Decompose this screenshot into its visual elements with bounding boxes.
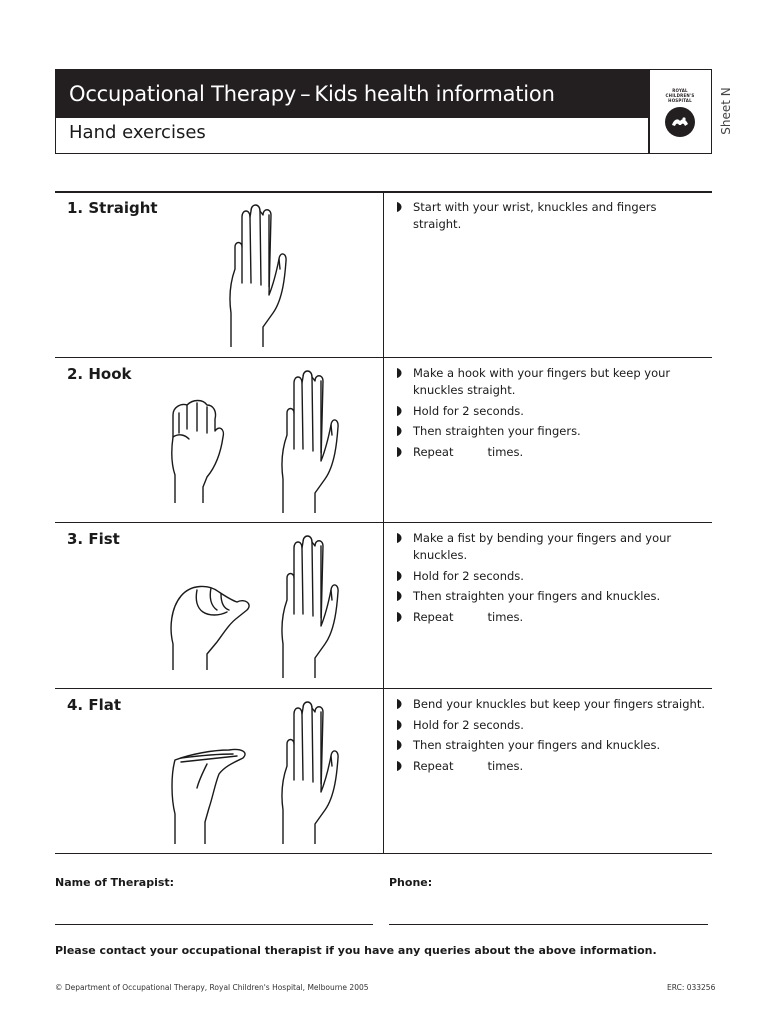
instruction-item bbox=[397, 758, 707, 775]
therapist-name-label: Name of Therapist: bbox=[55, 876, 175, 889]
logo-text: ROYAL CHILDREN'S HOSPITAL bbox=[665, 88, 695, 103]
instruction-item: Hold for 2 seconds. bbox=[397, 568, 707, 585]
bullet-icon bbox=[397, 202, 403, 212]
header-title-dash: – bbox=[300, 82, 311, 106]
exercise-row-fist bbox=[55, 522, 712, 688]
flat-hand-icon bbox=[167, 744, 249, 844]
contact-note: Please contact your occupational therapist if you have any queries about the above information. bbox=[55, 944, 657, 957]
exercise-instructions bbox=[397, 365, 707, 464]
header-title-main: Occupational Therapy bbox=[69, 82, 297, 106]
bullet-icon bbox=[397, 612, 403, 622]
bullet-icon bbox=[397, 368, 403, 378]
instruction-item bbox=[397, 609, 707, 626]
fist-hand-icon bbox=[167, 582, 253, 670]
bullet-icon bbox=[397, 761, 403, 771]
exercise-row-straight bbox=[55, 191, 712, 357]
bullet-icon bbox=[397, 426, 403, 436]
instruction-item: Then straighten your fingers and knuckles. bbox=[397, 737, 707, 754]
instruction-item: Make a hook with your fingers but keep your knuckles straight. bbox=[397, 365, 707, 399]
times-label: times. bbox=[487, 444, 524, 459]
instruction-item: Start with your wrist, knuckles and fingers straight. bbox=[397, 199, 707, 233]
bullet-icon bbox=[397, 591, 403, 601]
times-label: times. bbox=[487, 609, 524, 624]
therapist-name-field[interactable] bbox=[55, 924, 373, 925]
page-subtitle: Hand exercises bbox=[69, 122, 206, 143]
exercise-table bbox=[55, 191, 712, 854]
phone-label: Phone: bbox=[389, 876, 433, 889]
bullet-icon bbox=[397, 571, 403, 581]
exercise-instructions bbox=[397, 530, 707, 629]
instruction-item: Make a fist by bending your fingers and your knuckles. bbox=[397, 530, 707, 564]
bullet-icon bbox=[397, 720, 403, 730]
instruction-item: Hold for 2 seconds. bbox=[397, 403, 707, 420]
instruction-item: Bend your knuckles but keep your fingers straight. bbox=[397, 696, 707, 713]
header-box bbox=[55, 69, 712, 154]
copyright-text: © Department of Occupational Therapy, Royal Children's Hospital, Melbourne 2005 bbox=[55, 983, 369, 992]
hook-hand-icon bbox=[165, 397, 227, 503]
exercise-instructions bbox=[397, 199, 707, 237]
straight-hand-icon bbox=[277, 700, 343, 844]
exercise-row-flat bbox=[55, 688, 712, 854]
instruction-item bbox=[397, 444, 707, 461]
bullet-icon bbox=[397, 740, 403, 750]
straight-hand-icon bbox=[225, 203, 291, 347]
repeat-label: Repeat bbox=[413, 444, 454, 459]
exercise-row-hook bbox=[55, 357, 712, 523]
bullet-icon bbox=[397, 533, 403, 543]
phone-field[interactable] bbox=[389, 924, 708, 925]
exercise-title: 1. Straight bbox=[67, 199, 158, 217]
repeat-label: Repeat bbox=[413, 758, 454, 773]
times-label: times. bbox=[487, 758, 524, 773]
instruction-item: Then straighten your fingers and knuckles. bbox=[397, 588, 707, 605]
straight-hand-icon bbox=[277, 369, 343, 513]
instruction-item: Hold for 2 seconds. bbox=[397, 717, 707, 734]
logo-emblem-icon bbox=[665, 107, 695, 137]
erc-code: ERC: 033256 bbox=[667, 983, 716, 992]
exercise-title: 4. Flat bbox=[67, 696, 122, 714]
repeat-label: Repeat bbox=[413, 609, 454, 624]
straight-hand-icon bbox=[277, 534, 343, 678]
exercise-instructions bbox=[397, 696, 707, 778]
hospital-logo bbox=[649, 70, 711, 153]
exercise-title: 3. Fist bbox=[67, 530, 120, 548]
instruction-item: Then straighten your fingers. bbox=[397, 423, 707, 440]
bullet-icon bbox=[397, 699, 403, 709]
bullet-icon bbox=[397, 447, 403, 457]
sheet-label: Sheet N bbox=[719, 87, 733, 135]
exercise-title: 2. Hook bbox=[67, 365, 132, 383]
header-title-rest: Kids health information bbox=[314, 82, 555, 106]
bullet-icon bbox=[397, 406, 403, 416]
header-title-bar bbox=[56, 70, 648, 118]
